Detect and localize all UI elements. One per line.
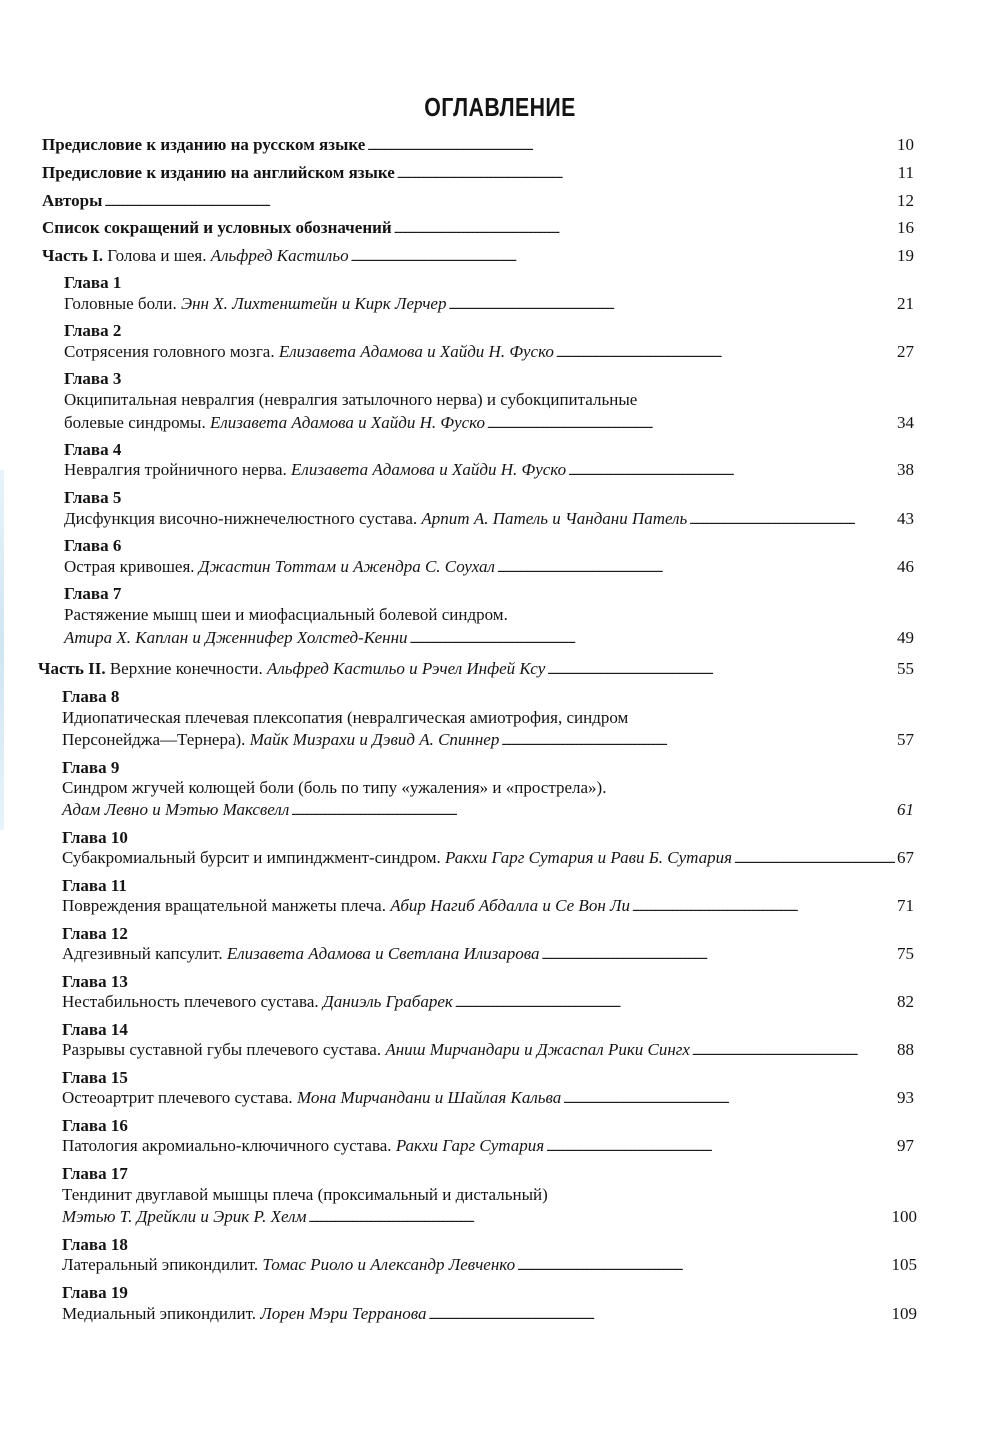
chapter-label: Глава 12: [62, 924, 128, 943]
page-number: 43: [897, 509, 914, 528]
chapter-title: Патология акромиально-ключичного сустава.: [62, 1136, 392, 1155]
chapter-authors: Елизавета Адамова и Хайди Н. Фуско: [278, 342, 554, 361]
page-number: 38: [897, 460, 914, 479]
leader-dots: [556, 342, 895, 366]
leader-dots: [291, 800, 895, 824]
leader-dots: [546, 1136, 895, 1160]
chapter-authors: Ракхи Гарг Сутария и Рави Б. Сутария: [445, 848, 733, 867]
chapter-title: Остеоартрит плечевого сустава.: [62, 1088, 293, 1107]
chapter-label: Глава 1: [64, 273, 122, 292]
chapter-title-line1: Идиопатическая плечевая плексопатия (невралгическая амиотрофия, синдром: [62, 708, 629, 727]
toc-entry-chapter[interactable]: [62, 990, 914, 1014]
page-number: 105: [891, 1255, 917, 1274]
entry-title: Список сокращений и условных обозначений: [42, 218, 392, 237]
chapter-title: Головные боли.: [64, 294, 177, 313]
chapter-title: Латеральный эпикондилит.: [62, 1255, 259, 1274]
part-label: Часть II.: [38, 659, 106, 678]
chapter-label: Глава 7: [64, 584, 122, 603]
page-number: 71: [897, 896, 914, 915]
chapter-title-line1: Тендинит двуглавой мышцы плеча (проксимальный и дистальный): [62, 1185, 548, 1204]
leader-dots: [734, 848, 895, 872]
chapter-title: Невралгия тройничного нерва.: [64, 460, 287, 479]
page-number: 46: [897, 557, 914, 576]
chapter-title: Нестабильность плечевого сустава.: [62, 992, 319, 1011]
page-number: 88: [897, 1040, 914, 1059]
chapter-label: Глава 16: [62, 1116, 128, 1135]
page-number: 67: [897, 848, 914, 867]
entry-title: Предисловие к изданию на английском языке: [42, 163, 395, 182]
chapter-label: Глава 2: [64, 321, 122, 340]
toc-entry-chapter[interactable]: [64, 411, 914, 435]
entry-title: Предисловие к изданию на русском языке: [42, 135, 366, 154]
leader-dots: [397, 163, 896, 187]
toc-entry-part[interactable]: [42, 244, 914, 268]
page-number: 10: [897, 135, 914, 154]
chapter-authors: Аниш Мирчандари и Джаспал Рики Сингх: [385, 1040, 690, 1059]
chapter-title: Медиальный эпикондилит.: [62, 1304, 256, 1323]
page-number: 49: [897, 628, 914, 647]
page-number: 19: [897, 246, 914, 265]
toc-entry-chapter[interactable]: [62, 894, 914, 918]
page-number: 27: [897, 342, 914, 361]
toc-entry-chapter[interactable]: [64, 507, 914, 531]
chapter-title-line1: Окципитальная невралгия (невралгия затылочного нерва) и субокципитальные: [64, 390, 638, 409]
chapter-label: Глава 3: [64, 369, 122, 388]
chapter-label: Глава 15: [62, 1068, 128, 1087]
chapter-title: болевые синдромы.: [64, 413, 206, 432]
toc-entry-chapter[interactable]: [64, 458, 914, 482]
page-number: 100: [891, 1207, 917, 1226]
chapter-title: Субакромиальный бурсит и импинджмент-синдром.: [62, 848, 441, 867]
chapter-authors: Томас Риоло и Александр Левченко: [262, 1255, 516, 1274]
toc-entry-front[interactable]: [42, 133, 914, 157]
chapter-label: Глава 10: [62, 828, 128, 847]
leader-dots: [692, 1040, 895, 1064]
leader-dots: [410, 628, 895, 652]
page-number: 16: [897, 218, 914, 237]
toc-entry-chapter[interactable]: [62, 942, 914, 966]
leader-dots: [394, 218, 895, 242]
chapter-title: Повреждения вращательной манжеты плеча.: [62, 896, 386, 915]
toc-entry-chapter[interactable]: [64, 340, 914, 364]
chapter-title: Адгезивный капсулит.: [62, 944, 223, 963]
leader-dots: [563, 1088, 895, 1112]
leader-dots: [351, 246, 895, 270]
chapter-authors: Абир Нагиб Абдалла и Се Вон Ли: [390, 896, 631, 915]
leader-dots: [367, 135, 895, 159]
chapter-label: Глава 6: [64, 536, 122, 555]
toc-entry-front[interactable]: [42, 161, 914, 185]
chapter-label: Глава 13: [62, 972, 128, 991]
chapter-authors: Мэтью Т. Дрейкли и Эрик Р. Хелм: [62, 1207, 307, 1226]
chapter-title: Сотрясения головного мозга.: [64, 342, 275, 361]
chapter-authors: Джастин Тоттам и Ажендра С. Соухал: [198, 557, 495, 576]
page-number: 12: [897, 191, 914, 210]
leader-dots: [517, 1255, 889, 1279]
leader-dots: [308, 1207, 889, 1231]
part-title: Голова и шея.: [107, 246, 207, 265]
leader-dots: [487, 413, 895, 437]
entry-title: Авторы: [42, 191, 103, 210]
chapter-authors: Адам Левно и Мэтью Максвелл: [62, 800, 290, 819]
part-label: Часть I.: [42, 246, 103, 265]
page-number: 61: [897, 800, 914, 819]
leader-dots: [689, 509, 895, 533]
page-number: 109: [891, 1304, 917, 1323]
chapter-authors: Елизавета Адамова и Хайди Н. Фуско: [209, 413, 485, 432]
chapter-label: Глава 17: [62, 1164, 128, 1183]
chapter-label: Глава 9: [62, 758, 120, 777]
toc-entry-chapter[interactable]: [62, 846, 914, 870]
toc-entry-chapter[interactable]: [62, 1302, 917, 1326]
chapter-authors: Елизавета Адамова и Светлана Илизарова: [226, 944, 540, 963]
leader-dots: [104, 191, 895, 215]
page-number: 82: [897, 992, 914, 1011]
page-number: 57: [897, 730, 914, 749]
toc-entry-chapter[interactable]: [62, 1038, 914, 1062]
chapter-label: Глава 8: [62, 687, 120, 706]
toc-entry-chapter[interactable]: [62, 1205, 917, 1229]
leader-dots: [632, 896, 895, 920]
chapter-label: Глава 4: [64, 440, 122, 459]
page-title: ОГЛАВЛЕНИЕ: [424, 92, 576, 122]
toc-entry-front[interactable]: [42, 216, 914, 240]
leader-dots: [542, 944, 895, 968]
toc-entry-front[interactable]: [42, 189, 914, 213]
chapter-label: Глава 19: [62, 1283, 128, 1302]
chapter-title: Разрывы суставной губы плечевого сустава.: [62, 1040, 382, 1059]
page-number: 75: [897, 944, 914, 963]
chapter-authors: Арпит А. Патель и Чандани Патель: [421, 509, 688, 528]
leader-dots: [568, 460, 895, 484]
page-number: 34: [897, 413, 914, 432]
chapter-title: Острая кривошея.: [64, 557, 195, 576]
toc-entry-chapter[interactable]: [62, 728, 914, 752]
chapter-title-line1: Растяжение мышц шеи и миофасциальный болевой синдром.: [64, 605, 508, 624]
chapter-label: Глава 18: [62, 1235, 128, 1254]
page-number: 97: [897, 1136, 914, 1155]
chapter-label: Глава 5: [64, 488, 122, 507]
toc-entry-chapter[interactable]: [64, 292, 914, 316]
chapter-title-line1: Синдром жгучей колющей боли (боль по типу «ужаления» и «прострела»).: [62, 778, 607, 797]
leader-dots: [497, 557, 895, 581]
chapter-label: Глава 14: [62, 1020, 128, 1039]
chapter-authors: Атира Х. Каплан и Дженнифер Холстед-Кенни: [64, 628, 408, 647]
chapter-authors: Лорен Мэри Терранова: [260, 1304, 427, 1323]
toc-entry-chapter[interactable]: [64, 626, 914, 650]
page-number: 55: [897, 659, 914, 678]
toc-entry-chapter[interactable]: [62, 1253, 917, 1277]
chapter-authors: Елизавета Адамова и Хайди Н. Фуско: [291, 460, 567, 479]
scan-edge-shadow: [0, 470, 4, 830]
page-number: 93: [897, 1088, 914, 1107]
part-title: Верхние конечности.: [109, 659, 263, 678]
chapter-authors: Даниэль Грабарек: [322, 992, 453, 1011]
chapter-title: Дисфункция височно-нижнечелюстного сустава.: [64, 509, 418, 528]
page-number: 21: [897, 294, 914, 313]
toc-entry-chapter[interactable]: [62, 1134, 914, 1158]
leader-dots: [547, 659, 895, 683]
page-number: 11: [897, 163, 914, 182]
leader-dots: [501, 730, 895, 754]
part-authors: Альфред Кастильо: [210, 246, 349, 265]
chapter-title: Персонейджа—Тернера).: [62, 730, 246, 749]
chapter-authors: Энн Х. Лихтенштейн и Кирк Лерчер: [180, 294, 447, 313]
toc-entry-chapter[interactable]: [62, 798, 914, 822]
chapter-label: Глава 11: [62, 876, 127, 895]
chapter-authors: Ракхи Гарг Сутария: [395, 1136, 545, 1155]
leader-dots: [428, 1304, 889, 1328]
leader-dots: [448, 294, 895, 318]
chapter-authors: Майк Мизрахи и Дэвид А. Спиннер: [249, 730, 500, 749]
chapter-authors: Мона Мирчандани и Шайлая Кальва: [296, 1088, 562, 1107]
toc-entry-chapter[interactable]: [62, 1086, 914, 1110]
toc-entry-part[interactable]: [38, 657, 914, 681]
leader-dots: [455, 992, 895, 1016]
part-authors: Альфред Кастильо и Рэчел Инфей Ксу: [266, 659, 546, 678]
toc-entry-chapter[interactable]: [64, 555, 914, 579]
